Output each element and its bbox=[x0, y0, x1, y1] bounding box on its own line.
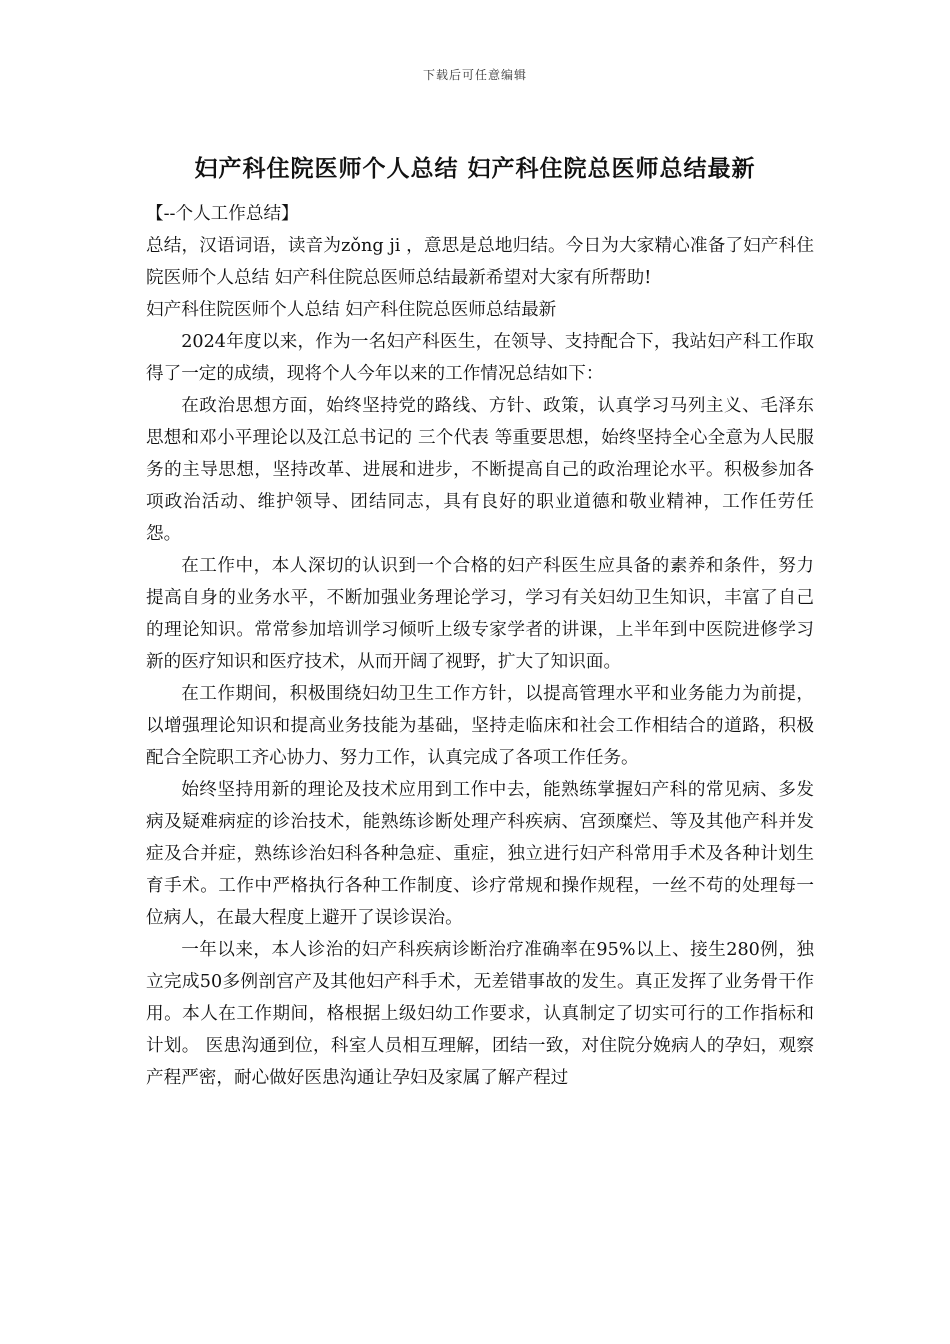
paragraph-3: 在工作中，本人深切的认识到一个合格的妇产科医生应具备的素养和条件，努力提高自身的业务水平，不断加强业务理论学习，学习有关妇幼卫生知识，丰富了自己的理论知识。常常参加培训学习倾听上级专家学者的讲课，上半年到中医院进修学习新的医疗知识和医疗技术，从而开阔了视野，扩大了知识面。 bbox=[146, 556, 814, 672]
header-note: 下载后可任意编辑 bbox=[422, 68, 527, 82]
paragraph-4: 在工作期间，积极围绕妇幼卫生工作方针，以提高管理水平和业务能力为前提，以增强理论知识和提高业务技能为基础，坚持走临床和社会工作相结合的道路，积极配合全院职工齐心协力、努力工作，认真完成了各项工作任务。 bbox=[146, 684, 814, 768]
category-tag: 【--个人工作总结】 bbox=[146, 204, 299, 224]
intro-paragraph: 总结，汉语词语，读音为zǒng ji ，意思是总地归结。今日为大家精心准备了妇产科住院医师个人总结 妇产科住院总医师总结最新希望对大家有所帮助! bbox=[146, 236, 814, 288]
document-body bbox=[146, 198, 814, 1094]
paragraph-5: 始终坚持用新的理论及技术应用到工作中去，能熟练掌握妇产科的常见病、多发病及疑难病症的诊治技术，能熟练诊断处理产科疾病、宫颈糜烂、等及其他产科并发症及合并症，熟练诊治妇科各种急症、重症，独立进行妇产科常用手术及各种计划生育手术。工作中严格执行各种工作制度、诊疗常规和操作规程，一丝不苟的处理每一位病人，在最大程度上避开了误诊误治。 bbox=[146, 780, 814, 928]
paragraph-1: 2024年度以来，作为一名妇产科医生，在领导、支持配合下，我站妇产科工作取得了一定的成绩，现将个人今年以来的工作情况总结如下： bbox=[146, 332, 814, 384]
page-title: 妇产科住院医师个人总结 妇产科住院总医师总结最新 bbox=[194, 155, 756, 182]
paragraph-2: 在政治思想方面，始终坚持党的路线、方针、政策，认真学习马列主义、毛泽东思想和邓小平理论以及江总书记的 三个代表 等重要思想，始终坚持全心全意为人民服务的主导思想，坚持改革、进展和进步，不断提高自己的政治理论水平。积极参加各项政治活动、维护领导、团结同志，具有良好的职业道德和敬业精神，工作任劳任怨。 bbox=[146, 396, 814, 544]
subtitle: 妇产科住院医师个人总结 妇产科住院总医师总结最新 bbox=[146, 300, 557, 320]
paragraph-6: 一年以来，本人诊治的妇产科疾病诊断治疗准确率在95%以上、接生280例，独立完成50多例剖宫产及其他妇产科手术，无差错事故的发生。真正发挥了业务骨干作用。本人在工作期间，格根据上级妇幼工作要求，认真制定了切实可行的工作指标和计划。 医患沟通到位，科室人员相互理解，团结一致，对住院分娩病人的孕妇，观察产程严密，耐心做好医患沟通让孕妇及家属了解产程过 bbox=[146, 940, 814, 1088]
